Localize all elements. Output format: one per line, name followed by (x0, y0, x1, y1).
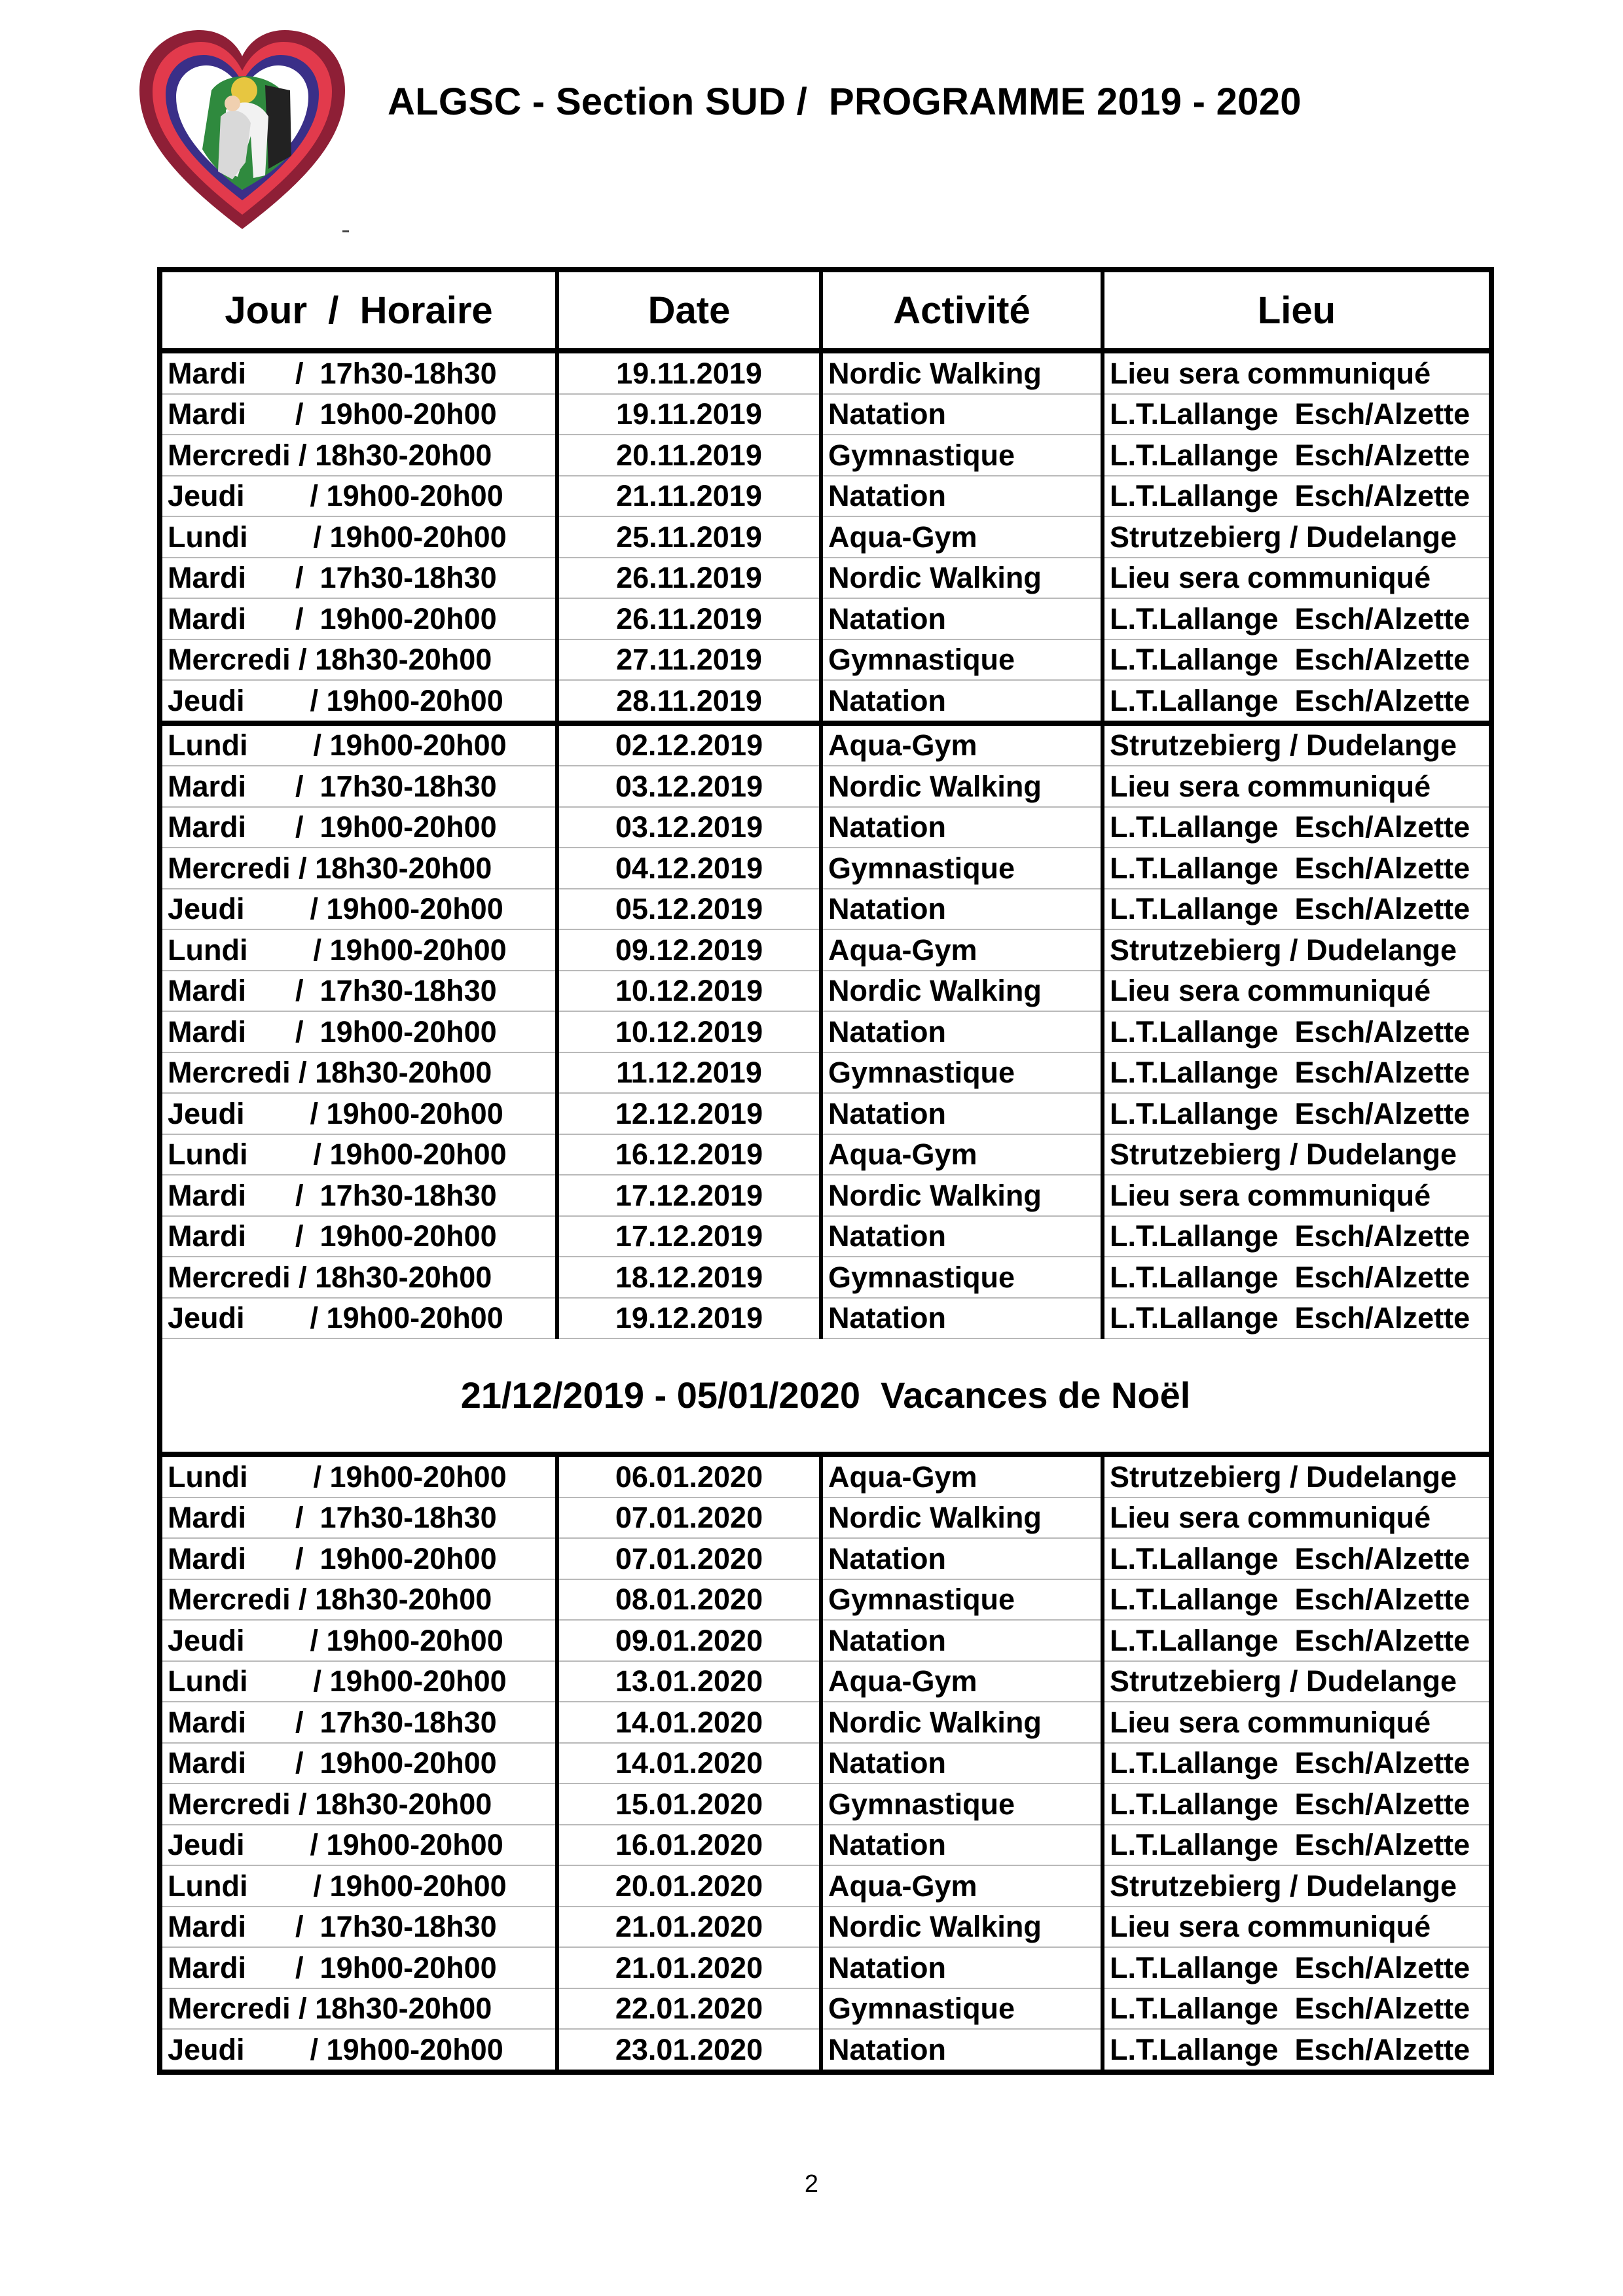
page-number: 2 (804, 2170, 819, 2198)
cell-date: 16.01.2020 (557, 1825, 821, 1866)
table-row (160, 889, 1491, 930)
cell-jour-horaire: Mardi / 17h30-18h30 (160, 558, 557, 599)
cell-activite: Nordic Walking (821, 351, 1103, 394)
cell-jour-horaire: Lundi / 19h00-20h00 (160, 723, 557, 766)
cell-activite: Natation (821, 1538, 1103, 1579)
cell-jour-horaire: Mardi / 19h00-20h00 (160, 1538, 557, 1579)
cell-lieu: L.T.Lallange Esch/Alzette (1103, 394, 1491, 435)
table-header-row (160, 270, 1491, 351)
cell-activite: Nordic Walking (821, 558, 1103, 599)
cell-date: 02.12.2019 (557, 723, 821, 766)
cell-date: 07.01.2020 (557, 1538, 821, 1579)
cell-lieu: L.T.Lallange Esch/Alzette (1103, 1743, 1491, 1784)
cell-activite: Natation (821, 1947, 1103, 1988)
cell-date: 08.01.2020 (557, 1579, 821, 1621)
cell-activite: Natation (821, 1298, 1103, 1339)
cell-jour-horaire: Mardi / 19h00-20h00 (160, 1947, 557, 1988)
cell-jour-horaire: Mercredi / 18h30-20h00 (160, 435, 557, 476)
cell-jour-horaire: Lundi / 19h00-20h00 (160, 1661, 557, 1702)
table-row (160, 1498, 1491, 1539)
cell-jour-horaire: Mercredi / 18h30-20h00 (160, 848, 557, 889)
cell-date: 14.01.2020 (557, 1743, 821, 1784)
cell-activite: Nordic Walking (821, 1175, 1103, 1216)
cell-activite: Natation (821, 1093, 1103, 1134)
cell-jour-horaire: Mardi / 17h30-18h30 (160, 351, 557, 394)
table-row (160, 1825, 1491, 1866)
table-row (160, 476, 1491, 517)
cell-jour-horaire: Mercredi / 18h30-20h00 (160, 1257, 557, 1298)
cell-activite: Aqua-Gym (821, 1661, 1103, 1702)
cell-lieu: L.T.Lallange Esch/Alzette (1103, 1784, 1491, 1825)
cell-date: 13.01.2020 (557, 1661, 821, 1702)
cell-lieu: Lieu sera communiqué (1103, 1175, 1491, 1216)
cell-date: 03.12.2019 (557, 766, 821, 807)
cell-lieu: Strutzebierg / Dudelange (1103, 516, 1491, 558)
cell-date: 05.12.2019 (557, 889, 821, 930)
table-row (160, 1743, 1491, 1784)
cell-jour-horaire: Jeudi / 19h00-20h00 (160, 1620, 557, 1661)
cell-activite: Natation (821, 889, 1103, 930)
table-row (160, 929, 1491, 971)
cell-activite: Gymnastique (821, 1257, 1103, 1298)
column-header-activite: Activité (821, 270, 1103, 351)
cell-jour-horaire: Mardi / 17h30-18h30 (160, 1498, 557, 1539)
cell-activite: Gymnastique (821, 639, 1103, 681)
cell-date: 19.12.2019 (557, 1298, 821, 1339)
cell-lieu: L.T.Lallange Esch/Alzette (1103, 1620, 1491, 1661)
cell-date: 18.12.2019 (557, 1257, 821, 1298)
cell-lieu: L.T.Lallange Esch/Alzette (1103, 1579, 1491, 1621)
cell-activite: Natation (821, 807, 1103, 848)
cell-activite: Aqua-Gym (821, 1865, 1103, 1907)
logo-underline (342, 230, 349, 232)
cell-activite: Gymnastique (821, 1988, 1103, 2030)
cell-jour-horaire: Jeudi / 19h00-20h00 (160, 889, 557, 930)
cell-date: 09.12.2019 (557, 929, 821, 971)
cell-lieu: L.T.Lallange Esch/Alzette (1103, 435, 1491, 476)
cell-activite: Natation (821, 476, 1103, 517)
cell-jour-horaire: Mardi / 19h00-20h00 (160, 1743, 557, 1784)
cell-date: 03.12.2019 (557, 807, 821, 848)
cell-date: 15.01.2020 (557, 1784, 821, 1825)
cell-activite: Gymnastique (821, 1579, 1103, 1621)
cell-jour-horaire: Jeudi / 19h00-20h00 (160, 2029, 557, 2072)
cell-lieu: Strutzebierg / Dudelange (1103, 1134, 1491, 1175)
cell-jour-horaire: Jeudi / 19h00-20h00 (160, 1825, 557, 1866)
cell-lieu: Lieu sera communiqué (1103, 1498, 1491, 1539)
table-row (160, 1865, 1491, 1907)
column-header-jour-horaire: Jour / Horaire (160, 270, 557, 351)
cell-jour-horaire: Jeudi / 19h00-20h00 (160, 1298, 557, 1339)
cell-lieu: L.T.Lallange Esch/Alzette (1103, 639, 1491, 681)
cell-date: 26.11.2019 (557, 598, 821, 639)
cell-activite: Nordic Walking (821, 971, 1103, 1012)
cell-date: 21.01.2020 (557, 1907, 821, 1948)
table-row (160, 1052, 1491, 1094)
cell-date: 10.12.2019 (557, 1011, 821, 1052)
cell-jour-horaire: Mardi / 19h00-20h00 (160, 394, 557, 435)
cell-jour-horaire: Mardi / 19h00-20h00 (160, 1011, 557, 1052)
cell-lieu: L.T.Lallange Esch/Alzette (1103, 1093, 1491, 1134)
cell-date: 16.12.2019 (557, 1134, 821, 1175)
cell-lieu: L.T.Lallange Esch/Alzette (1103, 1538, 1491, 1579)
cell-lieu: Strutzebierg / Dudelange (1103, 1661, 1491, 1702)
cell-activite: Nordic Walking (821, 766, 1103, 807)
cell-date: 19.11.2019 (557, 394, 821, 435)
table-row (160, 1661, 1491, 1702)
cell-lieu: L.T.Lallange Esch/Alzette (1103, 476, 1491, 517)
cell-jour-horaire: Mercredi / 18h30-20h00 (160, 639, 557, 681)
cell-activite: Natation (821, 1620, 1103, 1661)
cell-date: 26.11.2019 (557, 558, 821, 599)
cell-date: 10.12.2019 (557, 971, 821, 1012)
cell-activite: Nordic Walking (821, 1702, 1103, 1743)
table-row (160, 680, 1491, 723)
table-row (160, 2029, 1491, 2072)
cell-lieu: L.T.Lallange Esch/Alzette (1103, 598, 1491, 639)
cell-lieu: L.T.Lallange Esch/Alzette (1103, 1298, 1491, 1339)
schedule-table (157, 267, 1494, 2075)
cell-jour-horaire: Lundi / 19h00-20h00 (160, 1865, 557, 1907)
cell-jour-horaire: Mercredi / 18h30-20h00 (160, 1579, 557, 1621)
cell-lieu: L.T.Lallange Esch/Alzette (1103, 889, 1491, 930)
cell-date: 28.11.2019 (557, 680, 821, 723)
table-row (160, 723, 1491, 766)
cell-lieu: L.T.Lallange Esch/Alzette (1103, 1011, 1491, 1052)
cell-date: 17.12.2019 (557, 1175, 821, 1216)
cell-lieu: L.T.Lallange Esch/Alzette (1103, 1257, 1491, 1298)
column-header-date: Date (557, 270, 821, 351)
table-row (160, 1093, 1491, 1134)
table-row (160, 848, 1491, 889)
cell-activite: Aqua-Gym (821, 1134, 1103, 1175)
cell-date: 12.12.2019 (557, 1093, 821, 1134)
cell-jour-horaire: Jeudi / 19h00-20h00 (160, 1093, 557, 1134)
cell-jour-horaire: Lundi / 19h00-20h00 (160, 929, 557, 971)
cell-activite: Natation (821, 680, 1103, 723)
cell-activite: Natation (821, 598, 1103, 639)
cell-lieu: Strutzebierg / Dudelange (1103, 1865, 1491, 1907)
table-row (160, 598, 1491, 639)
cell-date: 27.11.2019 (557, 639, 821, 681)
table-row (160, 1298, 1491, 1339)
cell-jour-horaire: Jeudi / 19h00-20h00 (160, 680, 557, 723)
cell-activite: Natation (821, 1825, 1103, 1866)
cell-lieu: L.T.Lallange Esch/Alzette (1103, 1216, 1491, 1257)
cell-lieu: L.T.Lallange Esch/Alzette (1103, 1947, 1491, 1988)
cell-activite: Natation (821, 1743, 1103, 1784)
table-row (160, 1538, 1491, 1579)
cell-lieu: Lieu sera communiqué (1103, 766, 1491, 807)
cell-date: 20.01.2020 (557, 1865, 821, 1907)
cell-activite: Nordic Walking (821, 1907, 1103, 1948)
cell-jour-horaire: Mercredi / 18h30-20h00 (160, 1052, 557, 1094)
cell-lieu: Lieu sera communiqué (1103, 971, 1491, 1012)
cell-lieu: Strutzebierg / Dudelange (1103, 929, 1491, 971)
cell-lieu: L.T.Lallange Esch/Alzette (1103, 807, 1491, 848)
cell-jour-horaire: Jeudi / 19h00-20h00 (160, 476, 557, 517)
column-header-lieu: Lieu (1103, 270, 1491, 351)
table-row (160, 1257, 1491, 1298)
cell-date: 19.11.2019 (557, 351, 821, 394)
cell-lieu: Strutzebierg / Dudelange (1103, 723, 1491, 766)
table-row (160, 394, 1491, 435)
cell-jour-horaire: Mercredi / 18h30-20h00 (160, 1988, 557, 2030)
cell-activite: Gymnastique (821, 1052, 1103, 1094)
cell-date: 04.12.2019 (557, 848, 821, 889)
cell-activite: Natation (821, 2029, 1103, 2072)
table-row (160, 1947, 1491, 1988)
cell-date: 11.12.2019 (557, 1052, 821, 1094)
table-row (160, 1702, 1491, 1743)
cell-jour-horaire: Mardi / 17h30-18h30 (160, 766, 557, 807)
table-row (160, 1579, 1491, 1621)
cell-date: 21.11.2019 (557, 476, 821, 517)
cell-jour-horaire: Lundi / 19h00-20h00 (160, 516, 557, 558)
table-row (160, 1134, 1491, 1175)
cell-activite: Gymnastique (821, 848, 1103, 889)
table-row (160, 435, 1491, 476)
cell-activite: Natation (821, 1011, 1103, 1052)
cell-jour-horaire: Lundi / 19h00-20h00 (160, 1134, 557, 1175)
cell-jour-horaire: Mardi / 19h00-20h00 (160, 1216, 557, 1257)
page-title: ALGSC - Section SUD / PROGRAMME 2019 - 2020 (388, 81, 1302, 123)
cell-activite: Aqua-Gym (821, 1454, 1103, 1498)
cell-lieu: L.T.Lallange Esch/Alzette (1103, 1052, 1491, 1094)
holiday-banner-row (160, 1338, 1491, 1454)
cell-jour-horaire: Mardi / 19h00-20h00 (160, 598, 557, 639)
cell-lieu: Lieu sera communiqué (1103, 1702, 1491, 1743)
cell-jour-horaire: Lundi / 19h00-20h00 (160, 1454, 557, 1498)
table-row (160, 1988, 1491, 2030)
cell-date: 20.11.2019 (557, 435, 821, 476)
cell-date: 22.01.2020 (557, 1988, 821, 2030)
table-row (160, 1784, 1491, 1825)
cell-date: 21.01.2020 (557, 1947, 821, 1988)
cell-jour-horaire: Mardi / 17h30-18h30 (160, 971, 557, 1012)
club-logo-heart-icon (134, 25, 350, 238)
cell-date: 14.01.2020 (557, 1702, 821, 1743)
cell-lieu: L.T.Lallange Esch/Alzette (1103, 848, 1491, 889)
table-row (160, 1454, 1491, 1498)
table-row (160, 558, 1491, 599)
holiday-banner: 21/12/2019 - 05/01/2020 Vacances de Noël (160, 1338, 1491, 1454)
cell-lieu: Lieu sera communiqué (1103, 558, 1491, 599)
cell-jour-horaire: Mardi / 17h30-18h30 (160, 1907, 557, 1948)
cell-lieu: L.T.Lallange Esch/Alzette (1103, 1825, 1491, 1866)
cell-date: 25.11.2019 (557, 516, 821, 558)
table-row (160, 1620, 1491, 1661)
cell-date: 23.01.2020 (557, 2029, 821, 2072)
table-row (160, 971, 1491, 1012)
cell-date: 06.01.2020 (557, 1454, 821, 1498)
table-row (160, 1216, 1491, 1257)
cell-lieu: Lieu sera communiqué (1103, 1907, 1491, 1948)
table-row (160, 516, 1491, 558)
table-row (160, 639, 1491, 681)
table-row (160, 1175, 1491, 1216)
table-row (160, 766, 1491, 807)
cell-jour-horaire: Mardi / 17h30-18h30 (160, 1175, 557, 1216)
cell-date: 17.12.2019 (557, 1216, 821, 1257)
table-row (160, 1011, 1491, 1052)
cell-activite: Nordic Walking (821, 1498, 1103, 1539)
schedule-body (160, 351, 1491, 2072)
cell-date: 07.01.2020 (557, 1498, 821, 1539)
cell-lieu: L.T.Lallange Esch/Alzette (1103, 2029, 1491, 2072)
cell-activite: Aqua-Gym (821, 929, 1103, 971)
cell-activite: Aqua-Gym (821, 516, 1103, 558)
cell-activite: Gymnastique (821, 1784, 1103, 1825)
cell-jour-horaire: Mardi / 19h00-20h00 (160, 807, 557, 848)
cell-lieu: L.T.Lallange Esch/Alzette (1103, 1988, 1491, 2030)
table-row (160, 1907, 1491, 1948)
cell-lieu: L.T.Lallange Esch/Alzette (1103, 680, 1491, 723)
cell-lieu: Strutzebierg / Dudelange (1103, 1454, 1491, 1498)
cell-jour-horaire: Mercredi / 18h30-20h00 (160, 1784, 557, 1825)
cell-date: 09.01.2020 (557, 1620, 821, 1661)
cell-jour-horaire: Mardi / 17h30-18h30 (160, 1702, 557, 1743)
cell-activite: Gymnastique (821, 435, 1103, 476)
table-row (160, 807, 1491, 848)
cell-activite: Natation (821, 1216, 1103, 1257)
table-row (160, 351, 1491, 394)
cell-activite: Aqua-Gym (821, 723, 1103, 766)
cell-activite: Natation (821, 394, 1103, 435)
cell-lieu: Lieu sera communiqué (1103, 351, 1491, 394)
